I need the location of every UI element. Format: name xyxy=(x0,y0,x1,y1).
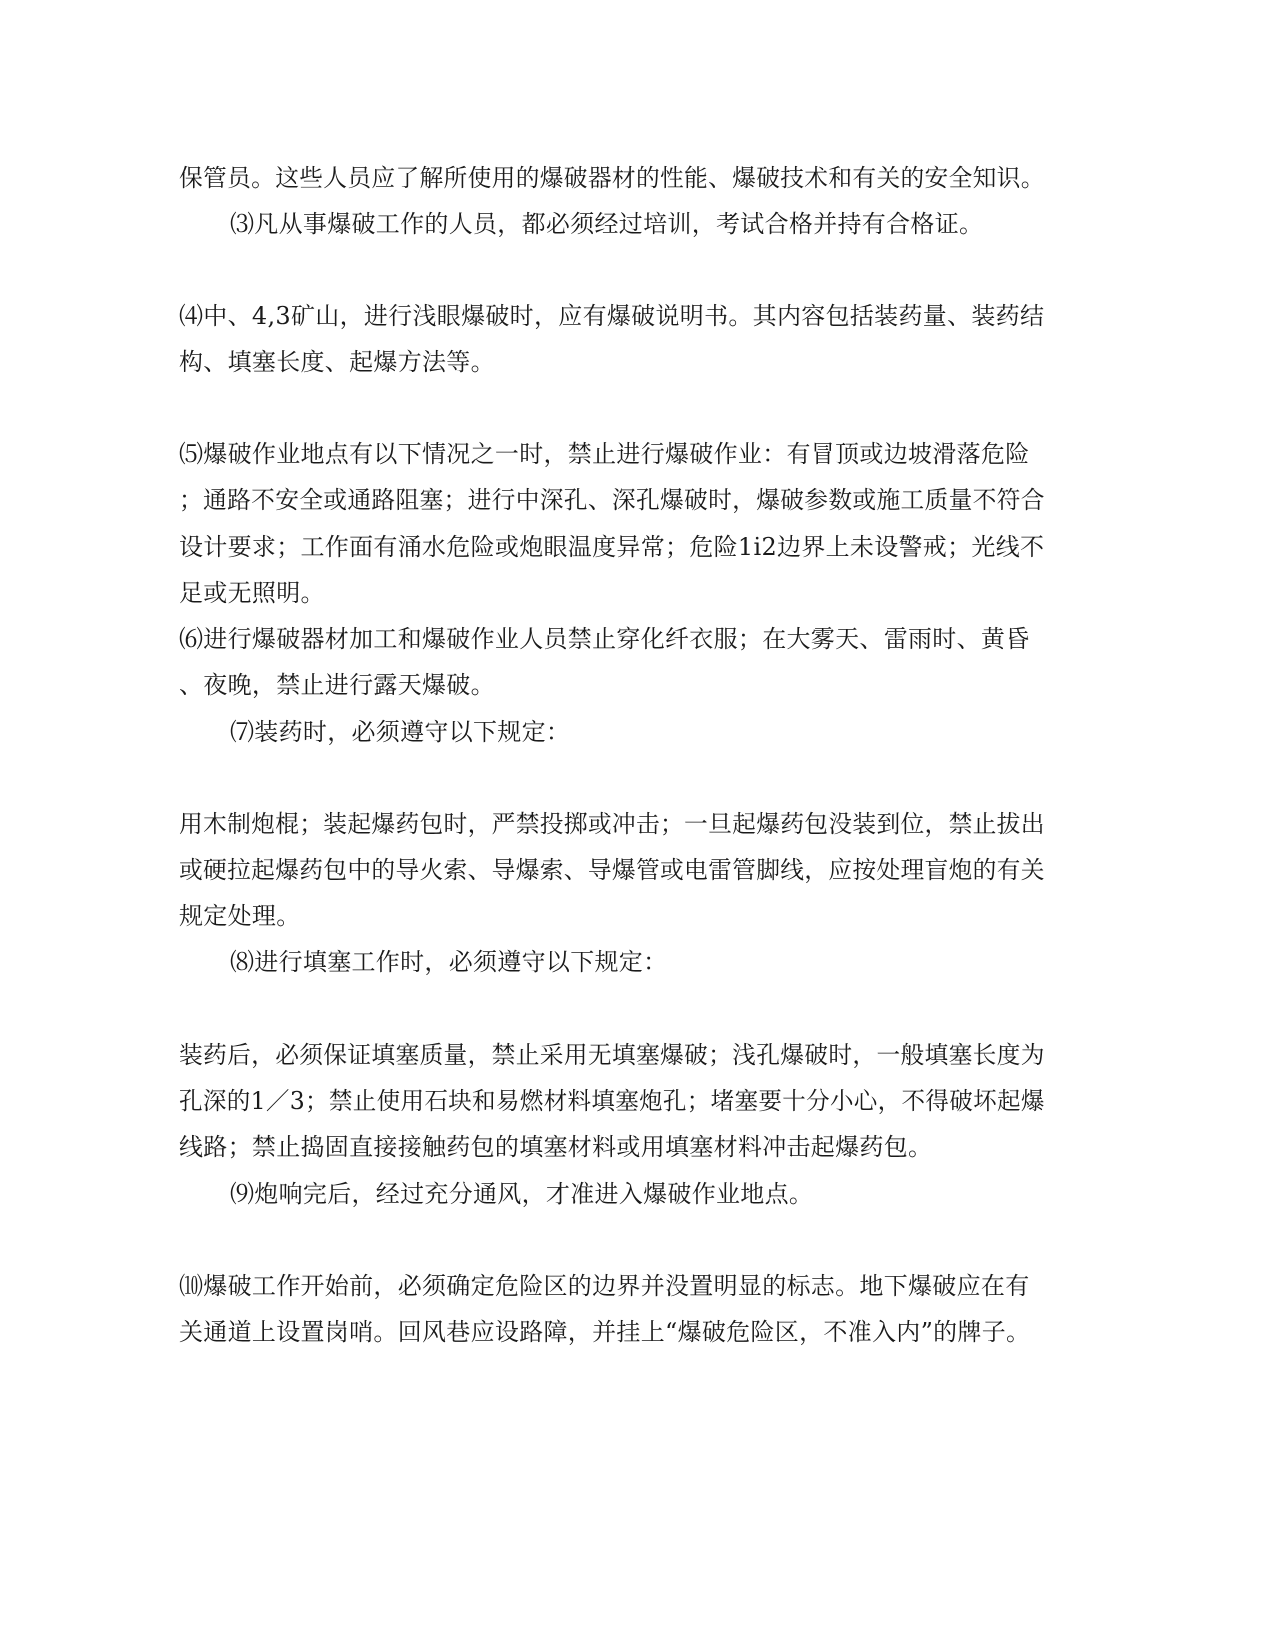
text-line: ⑸爆破作业地点有以下情况之一时，禁止进行爆破作业：有冒顶或边坡滑落危险 xyxy=(179,440,1030,468)
text-line: 保管员。这些人员应了解所使用的爆破器材的性能、爆破技术和有关的安全知识。 xyxy=(179,164,1045,192)
text-line: 足或无照明。 xyxy=(179,579,325,607)
text-line: ；通路不安全或通路阻塞；进行中深孔、深孔爆破时，爆破参数或施工质量不符合 xyxy=(179,486,1045,514)
text-line: 、夜晚，禁止进行露天爆破。 xyxy=(179,671,495,699)
text-line: ⑻进行填塞工作时，必须遵守以下规定： xyxy=(230,948,668,976)
text-line: 构、填塞长度、起爆方法等。 xyxy=(179,348,495,376)
text-line: ⑹进行爆破器材加工和爆破作业人员禁止穿化纤衣服；在大雾天、雷雨时、黄昏 xyxy=(179,625,1030,653)
text-line: ⑽爆破工作开始前，必须确定危险区的边界并没置明显的标志。地下爆破应在有 xyxy=(179,1272,1030,1300)
text-line: 用木制炮棍；装起爆药包时，严禁投掷或冲击；一旦起爆药包没装到位，禁止拔出 xyxy=(179,810,1045,838)
text-line: ⑶凡从事爆破工作的人员，都必须经过培训，考试合格并持有合格证。 xyxy=(230,210,984,238)
text-line: 设计要求；工作面有涌水危险或炮眼温度异常；危险1i2边界上未设警戒；光线不 xyxy=(179,533,1045,561)
text-line: ⑺装药时，必须遵守以下规定： xyxy=(230,718,571,746)
text-line: 装药后，必须保证填塞质量，禁止采用无填塞爆破；浅孔爆破时，一般填塞长度为 xyxy=(179,1041,1045,1069)
text-line: ⑼炮响完后，经过充分通风，才准进入爆破作业地点。 xyxy=(230,1180,814,1208)
text-line: 规定处理。 xyxy=(179,902,301,930)
text-line: 或硬拉起爆药包中的导火索、导爆索、导爆管或电雷管脚线，应按处理盲炮的有关 xyxy=(179,856,1045,884)
text-line: 孔深的1／3；禁止使用石块和易燃材料填塞炮孔；堵塞要十分小心，不得破坏起爆 xyxy=(179,1087,1045,1115)
text-line: 关通道上设置岗哨。回风巷应设路障，并挂上“爆破危险区，不准入内”的牌子。 xyxy=(179,1318,1031,1346)
text-line: ⑷中、4,3矿山，进行浅眼爆破时，应有爆破说明书。其内容包括装药量、装药结 xyxy=(179,302,1045,330)
text-line: 线路；禁止捣固直接接触药包的填塞材料或用填塞材料冲击起爆药包。 xyxy=(179,1133,933,1161)
